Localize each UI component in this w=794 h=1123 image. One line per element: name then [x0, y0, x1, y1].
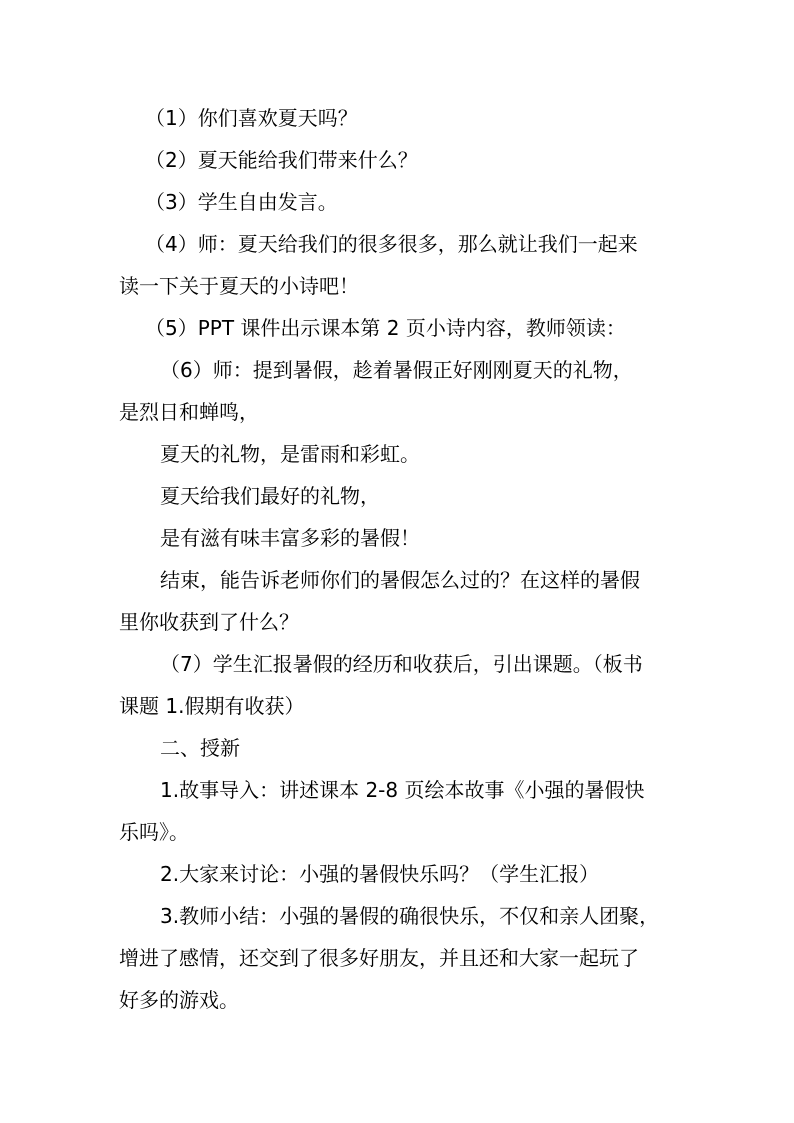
section-heading: 二、授新	[160, 736, 240, 760]
paragraph-line-9: 夏天的礼物，是雷雨和彩虹。	[160, 442, 420, 466]
paragraph-line-22: 好多的游戏。	[119, 988, 239, 1012]
paragraph-line-7: （6）师：提到暑假，趁着暑假正好刚刚夏天的礼物，	[160, 358, 633, 382]
paragraph-line-2: （2）夏天能给我们带来什么？	[145, 148, 418, 172]
paragraph-line-12: 结束，能告诉老师你们的暑假怎么过的？在这样的暑假	[160, 568, 640, 592]
paragraph-line-11: 是有滋有味丰富多彩的暑假！	[160, 526, 420, 550]
paragraph-line-18: 乐吗》。	[119, 820, 189, 844]
paragraph-line-1: （1）你们喜欢夏天吗？	[145, 106, 358, 130]
paragraph-line-15: 课题 1.假期有收获）	[119, 694, 305, 718]
paragraph-line-20: 3.教师小结：小强的暑假的确很快乐，不仅和亲人团聚，	[160, 904, 660, 928]
paragraph-line-8: 是烈日和蝉鸣，	[119, 400, 259, 424]
paragraph-line-5: 读一下关于夏天的小诗吧！	[119, 274, 359, 298]
paragraph-line-19: 2.大家来讨论：小强的暑假快乐吗？（学生汇报）	[160, 862, 600, 886]
paragraph-line-14: （7）学生汇报暑假的经历和收获后，引出课题。（板书	[160, 652, 643, 676]
paragraph-line-21: 增进了感情，还交到了很多好朋友，并且还和大家一起玩了	[119, 946, 639, 970]
paragraph-line-10: 夏天给我们最好的礼物，	[160, 484, 380, 508]
paragraph-line-6: （5）PPT 课件出示课本第 2 页小诗内容，教师领读：	[145, 316, 626, 340]
paragraph-line-3: （3）学生自由发言。	[145, 190, 338, 214]
paragraph-line-4: （4）师：夏天给我们的很多很多，那么就让我们一起来	[145, 232, 638, 256]
paragraph-line-17: 1.故事导入：讲述课本 2-8 页绘本故事《小强的暑假快	[160, 778, 645, 802]
paragraph-line-13: 里你收获到了什么？	[119, 610, 299, 634]
